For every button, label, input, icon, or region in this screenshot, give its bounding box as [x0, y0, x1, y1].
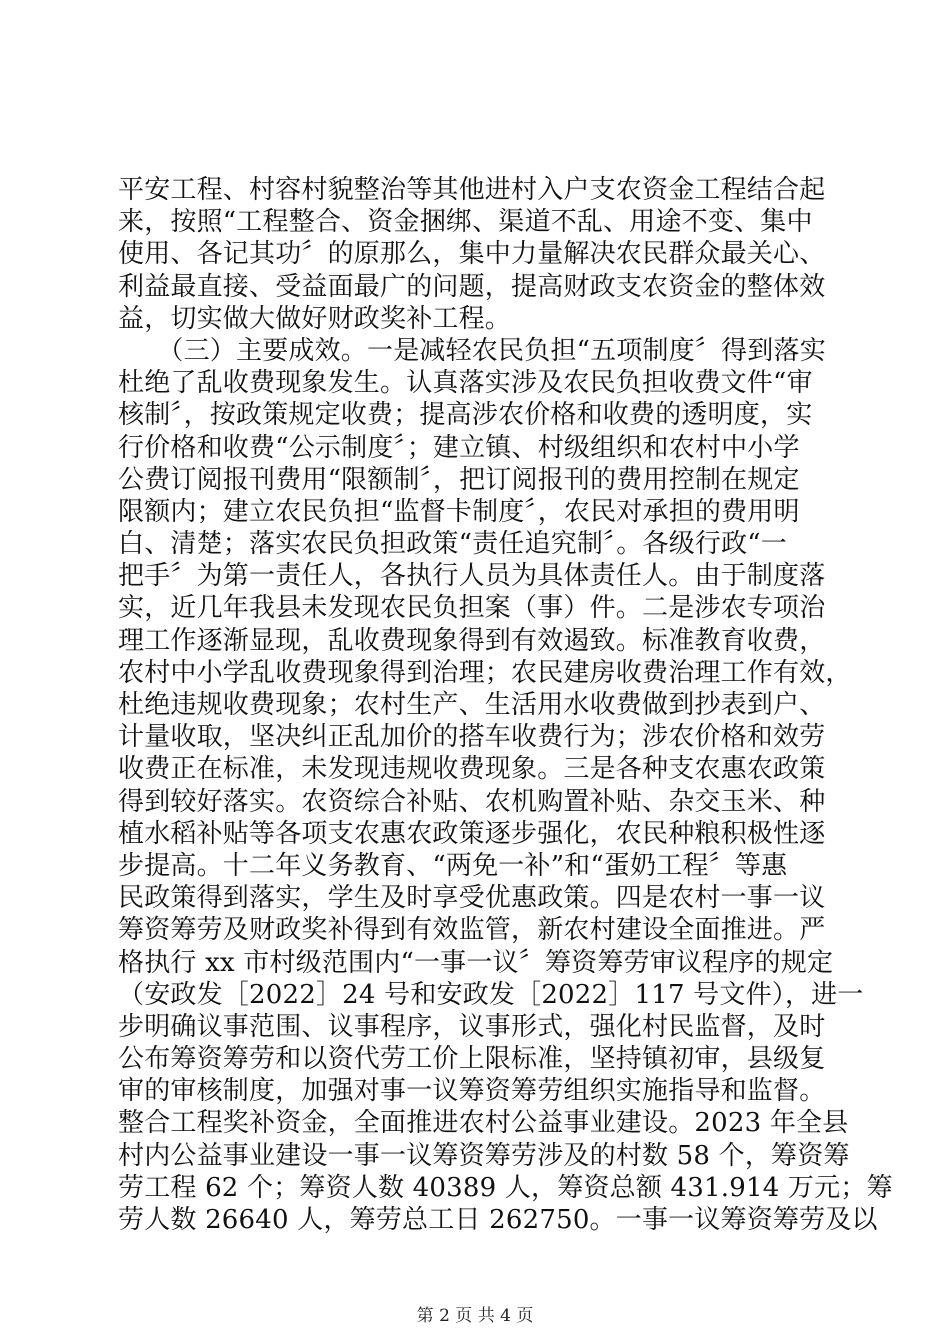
text-line: 步明确议事范围、议事程序，议事形式，强化村民监督，及时 [118, 1011, 826, 1042]
text-line: 得到较好落实。农资综合补贴、农机购置补贴、杂交玉米、种 [118, 786, 826, 817]
text-line: 格执行 xx 市村级范围内“一事一议〞筹资筹劳审议程序的规定 [118, 947, 834, 978]
text-line: 审的审核制度，加强对事一议筹资筹劳组织实施指导和监督。 [118, 1076, 826, 1107]
text-line: 公费订阅报刊费用“限额制〞，把订阅报刊的费用控制在规定 [118, 464, 800, 495]
body-text [118, 174, 893, 1236]
text-line: 植水稻补贴等各项支农惠农政策逐步强化，农民种粮积极性逐 [118, 818, 826, 849]
text-line: 限额内；建立农民负担“监督卡制度〞，农民对承担的费用明 [118, 496, 800, 527]
text-line: 筹资筹劳及财政奖补得到有效监管，新农村建设全面推进。严 [118, 915, 826, 946]
text-line: 村内公益事业建设一事一议筹资筹劳涉及的村数 58 个，筹资筹 [118, 1140, 850, 1171]
text-line: 公布筹资筹劳和以资代劳工价上限标准，坚持镇初审，县级复 [118, 1044, 826, 1075]
text-line: 民政策得到落实，学生及时享受优惠政策。四是农村一事一议 [118, 883, 826, 914]
text-line: （安政发［2022］24 号和安政发［2022］117 号文件），进一 [118, 979, 864, 1010]
text-line: 杜绝违规收费现象；农村生产、生活用水收费做到抄表到户、 [118, 690, 826, 720]
text-line: （三）主要成效。一是减轻农民负担“五项制度〞得到落实 [118, 335, 826, 366]
text-line: 农村中小学乱收费现象得到治理；农民建房收费治理工作有效， [118, 657, 852, 688]
text-line: 劳工程 62 个；筹资人数 40389 人，筹资总额 431.914 万元；筹 [118, 1172, 893, 1203]
text-line: 行价格和收费“公示制度〞；建立镇、村级组织和农村中小学 [118, 432, 800, 463]
text-line: 益，切实做大做好财政奖补工程。 [118, 303, 512, 334]
text-line: 收费正在标准，未发现违规收费现象。三是各种支农惠农政策 [118, 754, 826, 785]
text-line: 利益最直接、受益面最广的问题，提高财政支农资金的整体效 [118, 271, 826, 302]
text-line: 杜绝了乱收费现象发生。认真落实涉及农民负担收费文件“审 [118, 368, 813, 399]
text-line: 使用、各记其功〞的原那么，集中力量解决农民群众最关心、 [118, 239, 826, 270]
text-line: 平安工程、村容村貌整治等其他进村入户支农资金工程结合起 [118, 175, 826, 205]
text-line: 来，按照“工程整合、资金捆绑、渠道不乱、用途不变、集中 [118, 207, 813, 238]
text-line: 核制〞，按政策规定收费；提高涉农价格和收费的透明度，实 [118, 400, 813, 431]
text-line: 白、清楚；落实农民负担政策“责任追究制〞。各级行政“一 [118, 529, 787, 560]
text-line: 步提高。十二年义务教育、“两免一补”和“蛋奶工程〞等惠 [118, 850, 788, 881]
text-line: 实，近几年我县未发现农民负担案（事）件。二是涉农专项治 [118, 593, 826, 624]
text-line: 理工作逐渐显现，乱收费现象得到有效遏致。标准教育收费， [118, 625, 826, 656]
text-line: 劳人数 26640 人，筹劳总工日 262750。一事一议筹资筹劳及以 [118, 1205, 878, 1235]
text-line: 计量收取，坚决纠正乱加价的搭车收费行为；涉农价格和效劳 [118, 722, 826, 753]
page-footer: 第 2 页 共 4 页 [416, 1306, 534, 1326]
text-line: 整合工程奖补资金，全面推进农村公益事业建设。2023 年全县 [118, 1108, 849, 1139]
text-line: 把手〞为第一责任人，各执行人员为具体责任人。由于制度落 [118, 561, 826, 592]
